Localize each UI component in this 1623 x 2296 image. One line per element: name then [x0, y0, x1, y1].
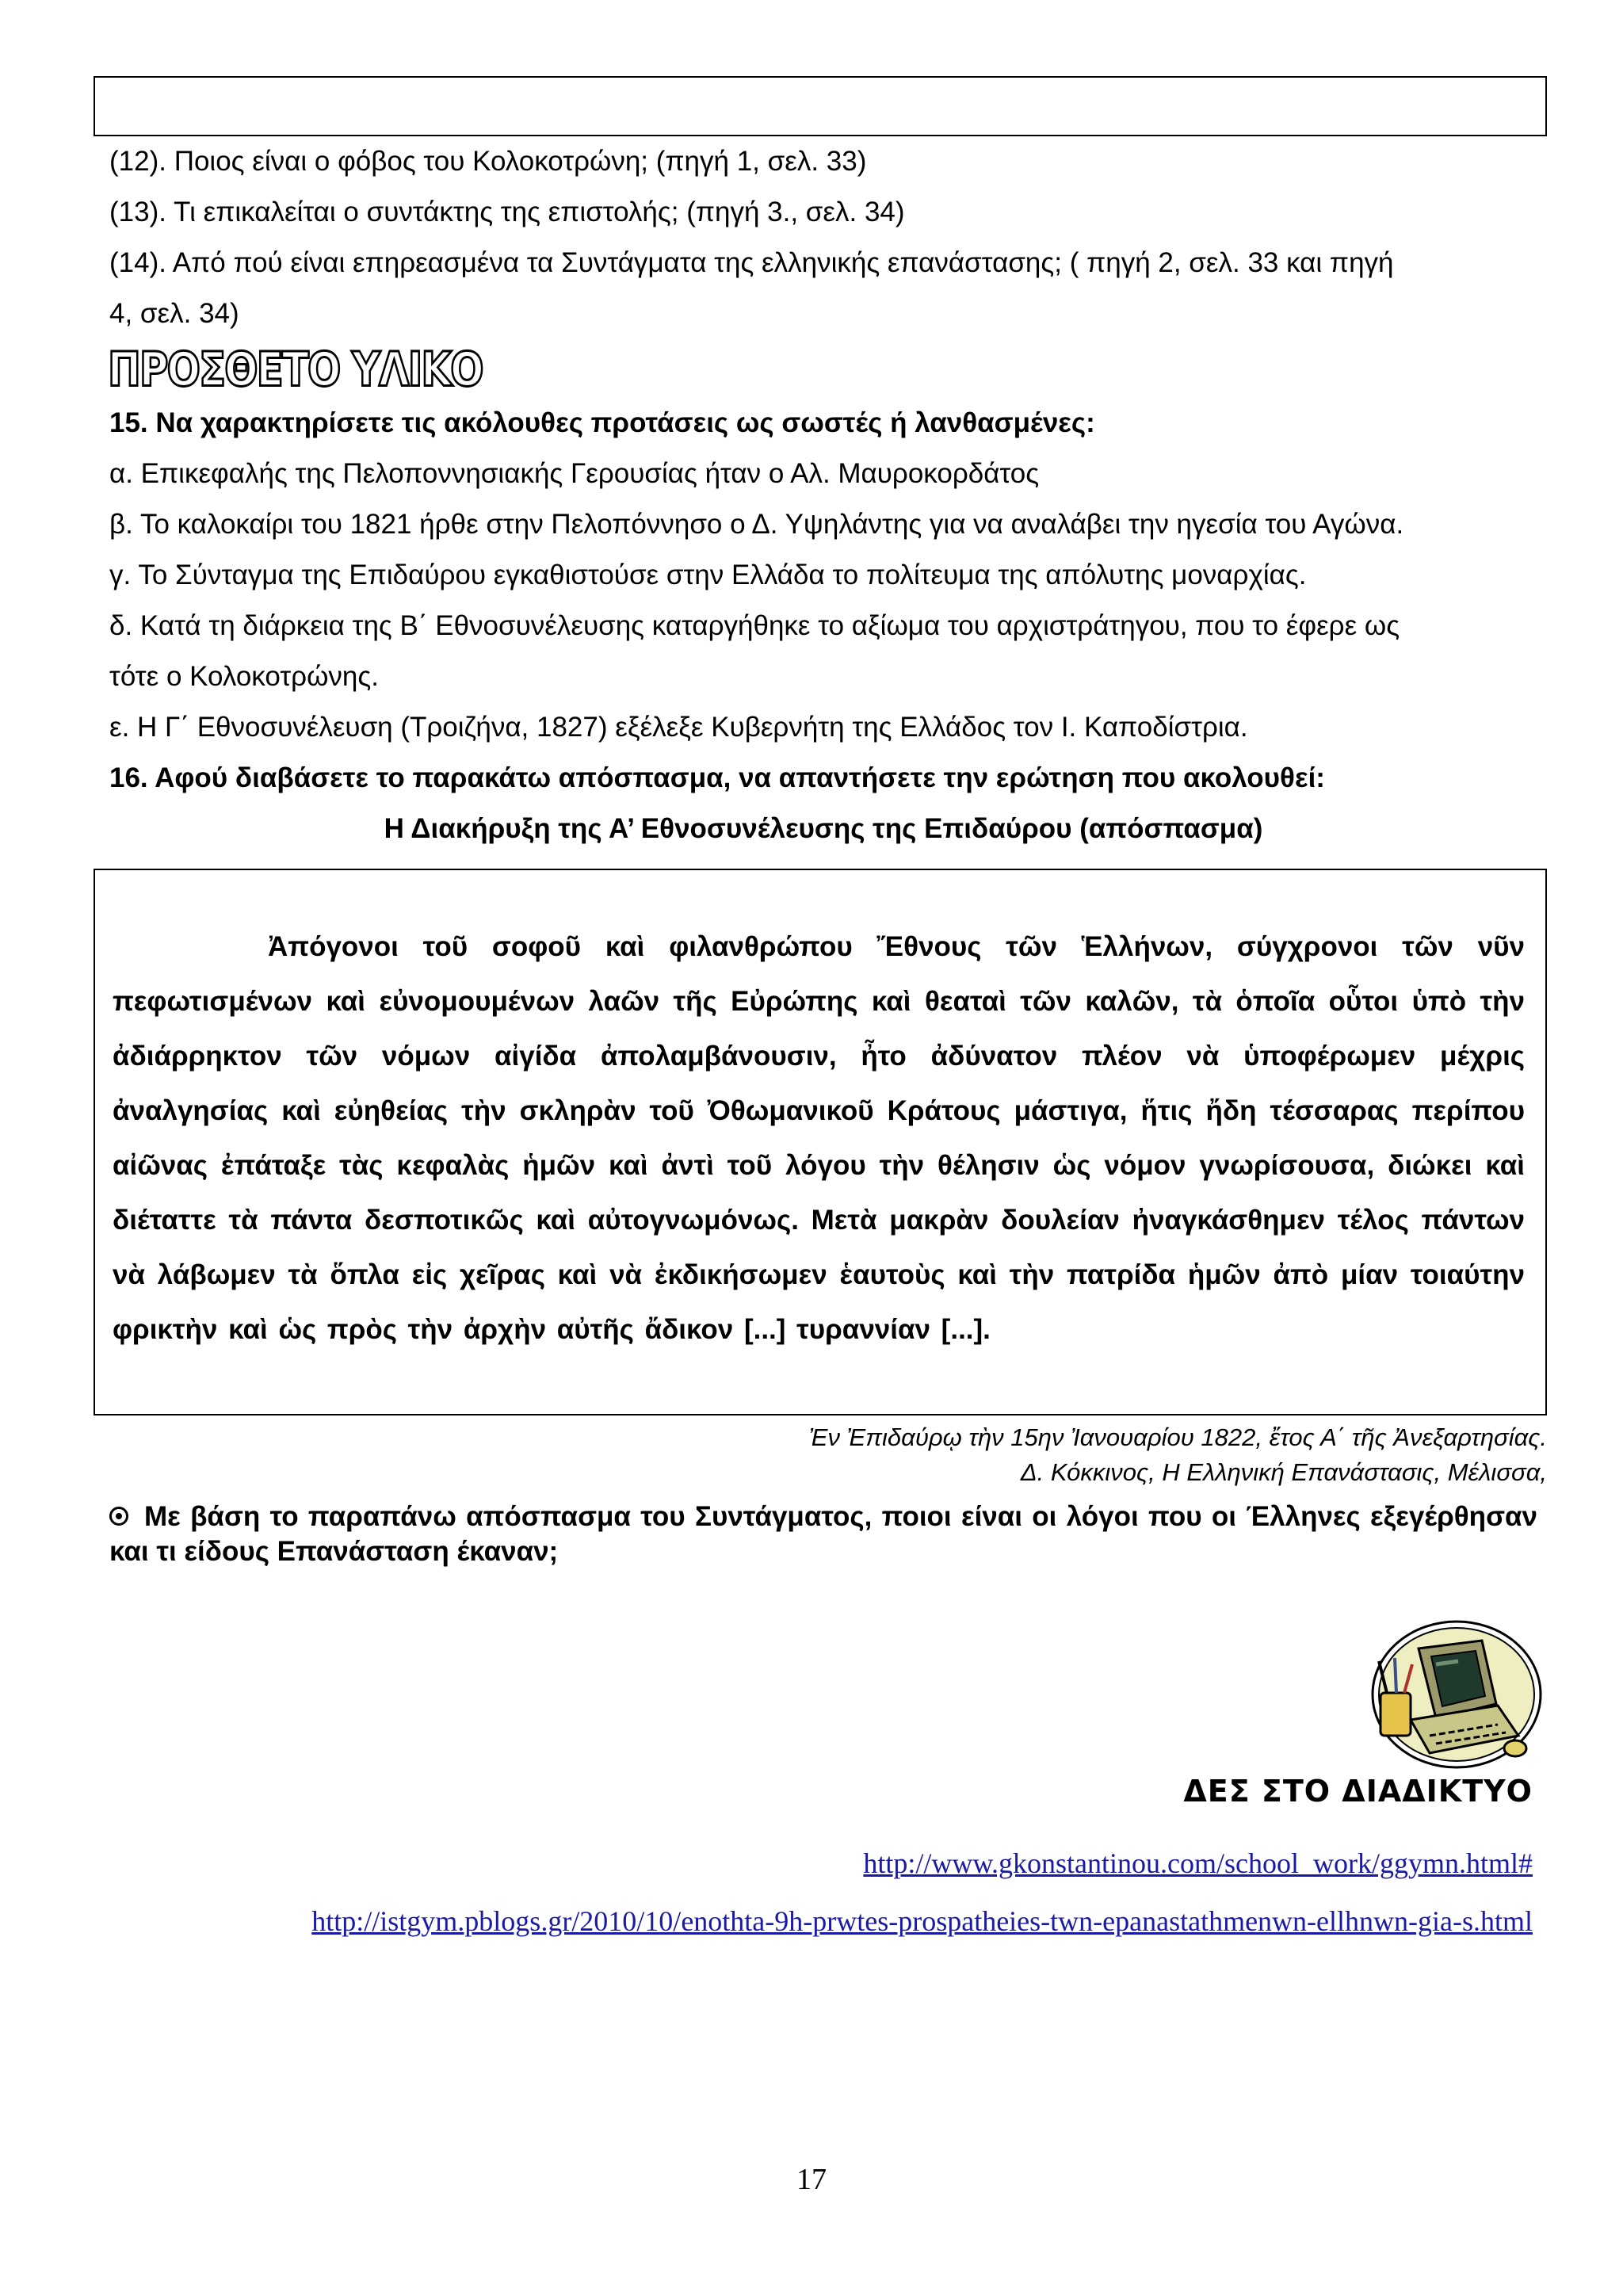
supplementary-heading: ΠΡΟΣΘΕΤΟ ΥΛΙΚΟ: [108, 342, 483, 397]
exercise-15-item-b: β. Το καλοκαίρι του 1821 ήρθε στην Πελοπόννησο ο Δ. Υψηλάντης για να αναλάβει την ηγεσία του Αγώνα.: [109, 509, 1404, 540]
page-number: 17: [796, 2163, 827, 2196]
computer-clipart-icon: [1363, 1617, 1545, 1775]
question-12: (12). Ποιος είναι ο φόβος του Κολοκοτρώνη; (πηγή 1, σελ. 33): [109, 146, 867, 177]
question-13: (13). Τι επικαλείται ο συντάκτης της επιστολής; (πηγή 3., σελ. 34): [109, 197, 905, 227]
exercise-16-title: 16. Αφού διαβάσετε το παρακάτω απόσπασμα, να απαντήσετε την ερώτηση που ακολουθεί:: [109, 762, 1325, 793]
internet-heading: ΔΕΣ ΣΤΟ ΔΙΑΔΙΚΤΥΟ: [1183, 1774, 1533, 1809]
main-content: [109, 136, 1537, 854]
link-gkonstantinou[interactable]: http://www.gkonstantinou.com/school_work/ggymn.html#: [863, 1847, 1533, 1879]
target-bullet-icon: [109, 1507, 128, 1526]
exercise-15-item-e: ε. Η Γ΄ Εθνοσυνέλευση (Τροιζήνα, 1827) εξέλεξε Κυβερνήτη της Ελλάδος τον Ι. Καποδίστρια.: [109, 712, 1248, 743]
excerpt-box: [94, 869, 1547, 1415]
exercise-15-item-a: α. Επικεφαλής της Πελοποννησιακής Γερουσίας ήταν ο Αλ. Μαυροκορδάτος: [109, 458, 1040, 489]
source-title: Η Διακήρυξη της Α’ Εθνοσυνέλευσης της Επιδαύρου (απόσπασμα): [384, 813, 1263, 844]
excerpt-citation: [809, 1420, 1547, 1490]
excerpt-text: Ἀπόγονοι τοῦ σοφοῦ καὶ φιλανθρώπου Ἔθνους τῶν Ἑλλήνων, σύγχρονοι τῶν νῦν πεφωτισμένων καὶ εὐνομουμένων λαῶν τῆς Εὐρώπης καὶ θεαταὶ τῶν καλῶν, τὰ ὁποῖα οὗτοι ὑπὸ τὴν ἀδιάρρηκτον τῶν νόμων αἰγίδα ἀπολαμβάνουσιν, ἦτο ἀδύνατον πλέον νὰ ὑποφέρωμεν μέχρις ἀναλγησίας καὶ εὐηθείας τὴν σκληρὰν τοῦ Ὀθωμανικοῦ Κράτους μάστιγα, ἥτις ἤδη τέσσαρας περίπου αἰῶνας ἐπάταξε τὰς κεφαλὰς ἡμῶν καὶ ἀντὶ τοῦ λόγου τὴν θέλησιν ὡς νόμον γνωρίσουσα, διώκει καὶ διέταττε τὰ πάντα δεσποτικῶς καὶ αὐτογνωμόνως. Μετὰ μακρὰν δουλείαν ἠναγκάσθημεν τέλος πάντων νὰ λάβωμεν τὰ ὅπλα εἰς χεῖρας καὶ νὰ ἐκδικήσωμεν ἑαυτοὺς καὶ τὴν πατρίδα ἡμῶν ἀπὸ μίαν τοιαύτην φρικτὴν καὶ ὡς πρὸς τὴν ἀρχὴν αὐτῆς ἄδικον [...] τυραννίαν [...].: [113, 931, 1525, 1345]
link-istgym[interactable]: http://istgym.pblogs.gr/2010/10/enothta-9h-prwtes-prospatheies-twn-epanastathmenwn-ellhnwn-gia-s.html: [311, 1905, 1533, 1937]
exercise-15-item-d-continued: τότε ο Κολοκοτρώνης.: [109, 661, 379, 692]
question-14: (14). Από πού είναι επηρεασμένα τα Συντάγματα της ελληνικής επανάστασης; ( πηγή 2, σελ. 33 και πηγή: [109, 247, 1394, 278]
exercise-15-item-d: δ. Κατά τη διάρκεια της Β΄ Εθνοσυνέλευσης καταργήθηκε το αξίωμα του αρχιστράτηγου, που το έφερε ως: [109, 610, 1400, 641]
question-14-continued: 4, σελ. 34): [109, 298, 239, 329]
top-empty-box: [94, 76, 1547, 136]
excerpt-question: [109, 1499, 1537, 1569]
excerpt-question-text: Με βάση το παραπάνω απόσπασμα του Συντάγματος, ποιοι είναι οι λόγοι που οι Έλληνες εξεγέρθησαν και τι είδους Επανάσταση έκαναν;: [109, 1501, 1537, 1567]
citation-source-line: Δ. Κόκκινος, Η Ελληνική Επανάστασις, Μέλισσα,: [1020, 1458, 1547, 1486]
exercise-15-title: 15. Να χαρακτηρίσετε τις ακόλουθες προτάσεις ως σωστές ή λανθασμένες:: [109, 407, 1095, 438]
citation-date-line: Ἐν Ἐπιδαύρῳ τὴν 15ην Ἰανουαρίου 1822, ἔτος Α΄ τῆς Ἀνεξαρτησίας.: [808, 1423, 1547, 1451]
exercise-15-item-c: γ. Το Σύνταγμα της Επιδαύρου εγκαθιστούσε στην Ελλάδα το πολίτευμα της απόλυτης μοναρχίας.: [109, 560, 1307, 590]
